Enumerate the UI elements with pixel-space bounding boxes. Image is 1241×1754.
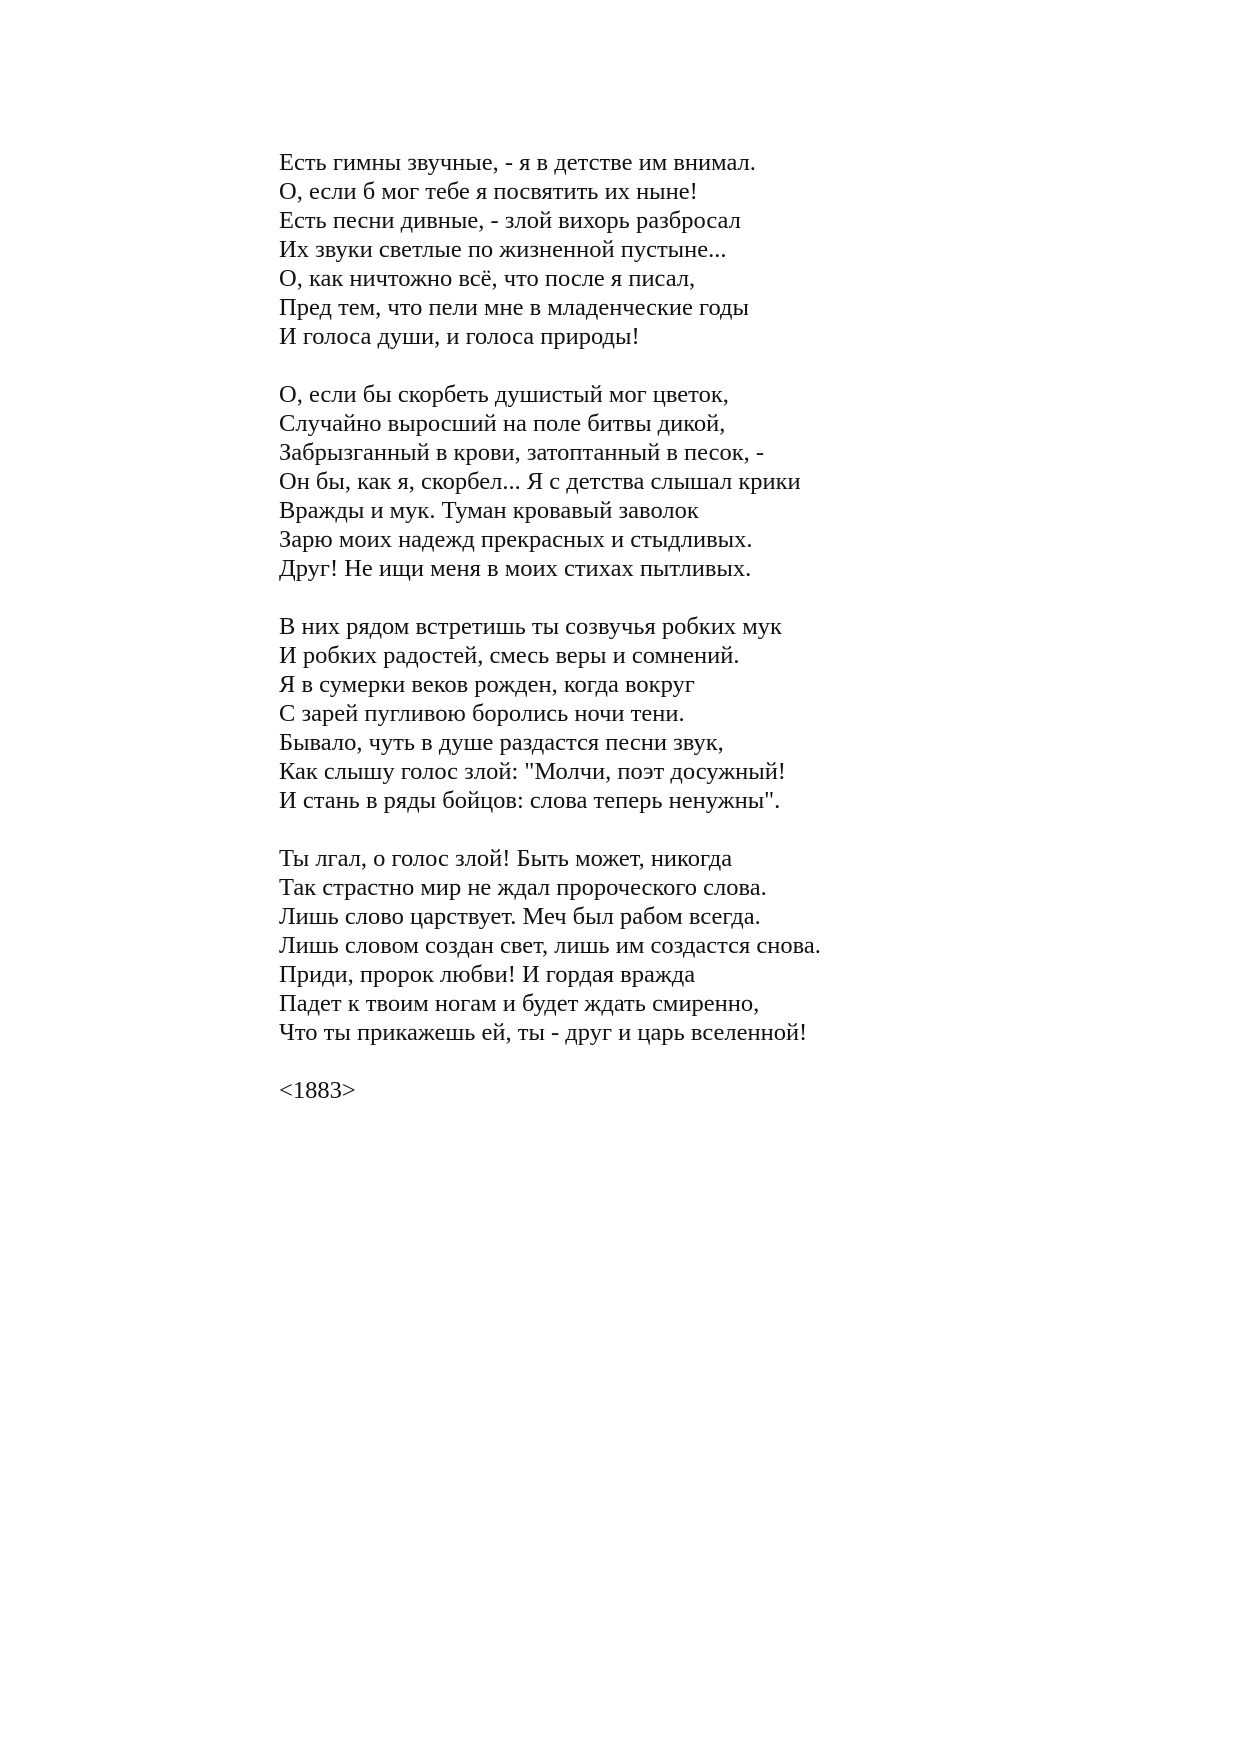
poem-line: Лишь словом создан свет, лишь им создастся снова. — [279, 932, 821, 959]
poem-line: Бывало, чуть в душе раздастся песни звук, — [279, 729, 724, 756]
poem-date: <1883> — [279, 1077, 356, 1104]
poem-line: Падет к твоим ногам и будет ждать смиренно, — [279, 990, 760, 1017]
stanza-gap — [279, 815, 1079, 844]
poem-line: Случайно выросший на поле битвы дикой, — [279, 410, 726, 437]
poem-line: О, если бы скорбеть душистый мог цветок, — [279, 381, 729, 408]
poem-line: Забрызганный в крови, затоптанный в песок, - — [279, 439, 765, 466]
poem-line: И стань в ряды бойцов: слова теперь ненужны". — [279, 787, 781, 814]
stanza-1 — [279, 148, 1079, 351]
poem-body — [279, 148, 1079, 1105]
poem-line: Лишь слово царствует. Меч был рабом всегда. — [279, 903, 761, 930]
poem-line: Зарю моих надежд прекрасных и стыдливых. — [279, 526, 753, 553]
stanza-2 — [279, 380, 1079, 583]
poem-line: Пред тем, что пели мне в младенческие годы — [279, 294, 749, 321]
poem-line: Приди, пророк любви! И гордая вражда — [279, 961, 696, 988]
poem-line: Он бы, как я, скорбел... Я с детства слышал крики — [279, 468, 801, 495]
poem-line: И робких радостей, смесь веры и сомнений. — [279, 642, 740, 669]
poem-line: Как слышу голос злой: "Молчи, поэт досужный! — [279, 758, 786, 785]
poem-line: Есть песни дивные, - злой вихорь разбросал — [279, 207, 741, 234]
stanza-gap — [279, 351, 1079, 380]
poem-line: Их звуки светлые по жизненной пустыне... — [279, 236, 727, 263]
poem-line: О, если б мог тебе я посвятить их ныне! — [279, 178, 698, 205]
poem-line: И голоса души, и голоса природы! — [279, 323, 640, 350]
poem-line: Друг! Не ищи меня в моих стихах пытливых. — [279, 555, 752, 582]
poem-line: О, как ничтожно всё, что после я писал, — [279, 265, 696, 292]
stanza-gap — [279, 1047, 1079, 1076]
stanza-3 — [279, 612, 1079, 815]
poem-line: В них рядом встретишь ты созвучья робких мук — [279, 613, 782, 640]
poem-line: Так страстно мир не ждал пророческого слова. — [279, 874, 767, 901]
poem-line: Ты лгал, о голос злой! Быть может, никогда — [279, 845, 733, 872]
stanza-4 — [279, 844, 1079, 1047]
poem-line: Есть гимны звучные, - я в детстве им внимал. — [279, 149, 756, 176]
poem-line: Вражды и мук. Туман кровавый заволок — [279, 497, 699, 524]
stanza-gap — [279, 583, 1079, 612]
poem-line: Я в сумерки веков рожден, когда вокруг — [279, 671, 695, 698]
poem-line: С зарей пугливою боролись ночи тени. — [279, 700, 685, 727]
poem-line: Что ты прикажешь ей, ты - друг и царь вселенной! — [279, 1019, 808, 1046]
